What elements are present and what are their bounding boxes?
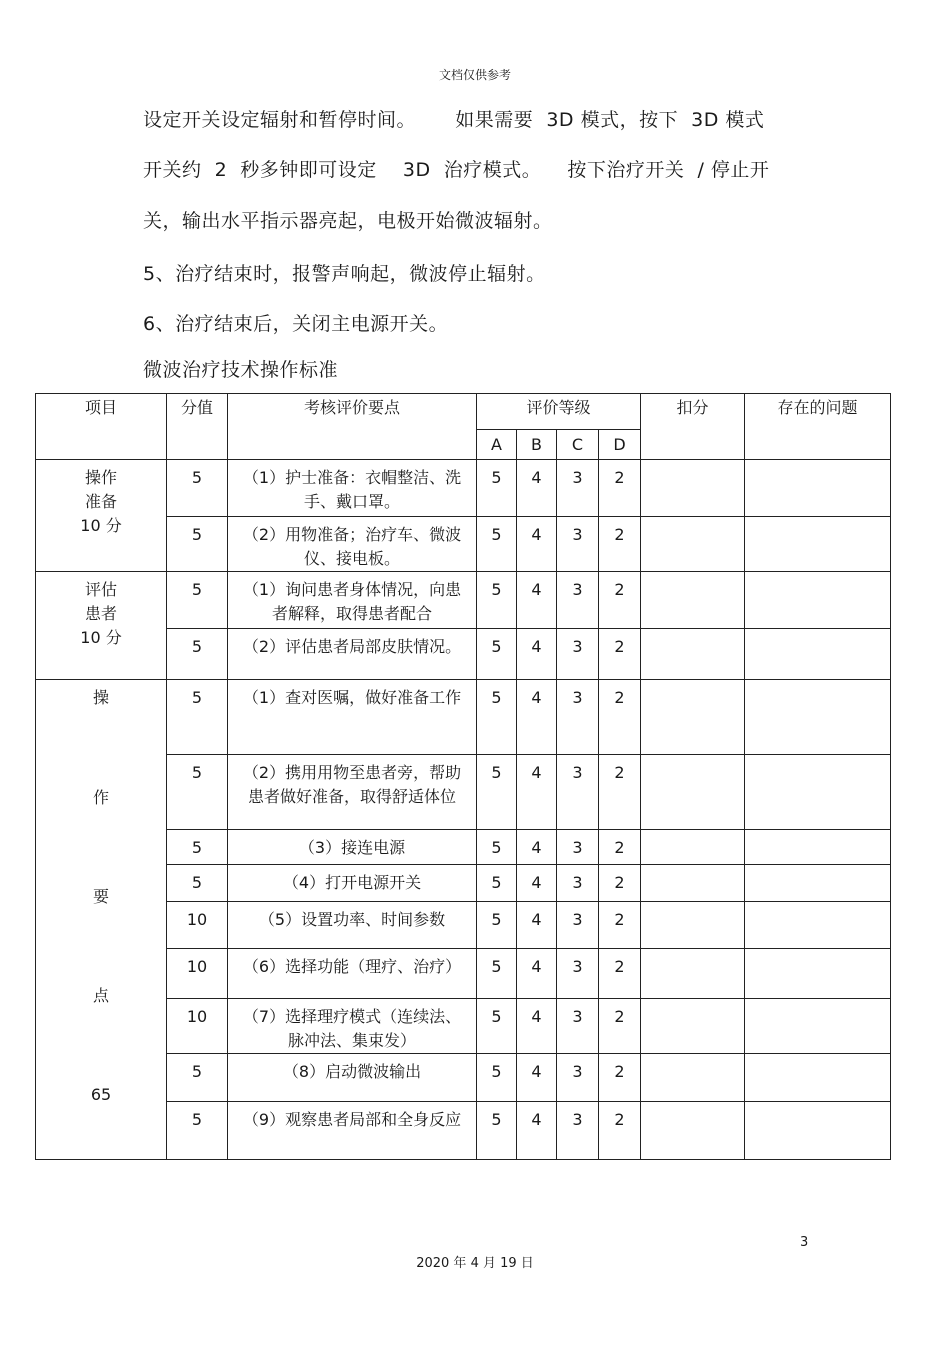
grade-d-cell: 2: [599, 830, 641, 865]
issues-cell: [745, 999, 891, 1054]
grade-a-cell: 5: [477, 949, 517, 999]
paragraph-line: 开关约 2 秒多钟即可设定 3D 治疗模式。 按下治疗开关 / 停止开: [143, 159, 770, 181]
footer-date: 2020 年 4 月 19 日: [416, 1256, 534, 1271]
table-row: [36, 680, 891, 755]
grade-c-cell: 3: [557, 572, 599, 629]
score-cell: 10: [167, 999, 228, 1054]
grade-c-cell: 3: [557, 1102, 599, 1160]
grade-d-cell: 2: [599, 572, 641, 629]
score-cell: 5: [167, 629, 228, 680]
grade-d-cell: 2: [599, 902, 641, 949]
grade-a-cell: 5: [477, 680, 517, 755]
table-row: [36, 572, 891, 629]
grade-b-cell: 4: [517, 999, 557, 1054]
criterion-cell: （4）打开电源开关: [228, 865, 477, 902]
grade-c-cell: 3: [557, 680, 599, 755]
grade-b-cell: 4: [517, 1054, 557, 1102]
issues-cell: [745, 460, 891, 517]
grade-b-cell: 4: [517, 755, 557, 830]
grade-d-cell: 2: [599, 517, 641, 572]
category-operation-char: 要: [92, 887, 109, 906]
grade-c-cell: 3: [557, 629, 599, 680]
grade-c-cell: 3: [557, 902, 599, 949]
score-cell: 5: [167, 1054, 228, 1102]
deduct-cell: [641, 755, 745, 830]
criterion-cell: （1）护士准备：衣帽整洁、洗手、戴口罩。: [228, 460, 477, 517]
criterion-cell: （9）观察患者局部和全身反应: [228, 1102, 477, 1160]
deduct-cell: [641, 830, 745, 865]
grade-b-cell: 4: [517, 460, 557, 517]
score-cell: 5: [167, 517, 228, 572]
grade-c-cell: 3: [557, 830, 599, 865]
deduct-cell: [641, 572, 745, 629]
issues-cell: [745, 517, 891, 572]
category-operation-char: 点: [92, 986, 109, 1005]
criterion-cell: （1）查对医嘱，做好准备工作: [228, 680, 477, 755]
grade-c-cell: 3: [557, 460, 599, 517]
grade-d-cell: 2: [599, 949, 641, 999]
grade-c-cell: 3: [557, 999, 599, 1054]
grade-d-cell: 2: [599, 999, 641, 1054]
grade-b-cell: 4: [517, 572, 557, 629]
grade-c-cell: 3: [557, 755, 599, 830]
grade-c-cell: 3: [557, 1054, 599, 1102]
grade-b-cell: 4: [517, 629, 557, 680]
grade-a-cell: 5: [477, 460, 517, 517]
header-issues: 存在的问题: [745, 394, 891, 460]
grade-a-cell: 5: [477, 865, 517, 902]
level-a: A: [477, 430, 517, 460]
table-row: [36, 460, 891, 517]
criterion-cell: （2）用物准备；治疗车、微波仪、接电板。: [228, 517, 477, 572]
grade-a-cell: 5: [477, 572, 517, 629]
deduct-cell: [641, 460, 745, 517]
issues-cell: [745, 629, 891, 680]
grade-b-cell: 4: [517, 517, 557, 572]
grade-b-cell: 4: [517, 865, 557, 902]
level-d: D: [599, 430, 641, 460]
issues-cell: [745, 830, 891, 865]
issues-cell: [745, 755, 891, 830]
criterion-cell: （1）询问患者身体情况，向患者解释，取得患者配合: [228, 572, 477, 629]
category-preparation: 操作 准备 10 分: [36, 460, 167, 572]
grade-b-cell: 4: [517, 1102, 557, 1160]
deduct-cell: [641, 1054, 745, 1102]
header-note: 文档仅供参考: [438, 68, 511, 82]
issues-cell: [745, 865, 891, 902]
grade-b-cell: 4: [517, 830, 557, 865]
deduct-cell: [641, 517, 745, 572]
grade-c-cell: 3: [557, 517, 599, 572]
criterion-cell: （6）选择功能（理疗、治疗）: [228, 949, 477, 999]
grade-d-cell: 2: [599, 460, 641, 517]
grade-a-cell: 5: [477, 999, 517, 1054]
grade-a-cell: 5: [477, 629, 517, 680]
grade-a-cell: 5: [477, 1054, 517, 1102]
grade-a-cell: 5: [477, 1102, 517, 1160]
header-criteria: 考核评价要点: [228, 394, 477, 460]
deduct-cell: [641, 629, 745, 680]
deduct-cell: [641, 949, 745, 999]
deduct-cell: [641, 680, 745, 755]
header-score: 分值: [167, 394, 228, 460]
grade-d-cell: 2: [599, 680, 641, 755]
issues-cell: [745, 680, 891, 755]
issues-cell: [745, 1102, 891, 1160]
grade-a-cell: 5: [477, 517, 517, 572]
grade-d-cell: 2: [599, 1054, 641, 1102]
grade-b-cell: 4: [517, 902, 557, 949]
score-cell: 5: [167, 755, 228, 830]
grade-d-cell: 2: [599, 1102, 641, 1160]
score-cell: 5: [167, 680, 228, 755]
criterion-cell: （7）选择理疗模式（连续法、脉冲法、集束发）: [228, 999, 477, 1054]
category-operation-score: 65: [90, 1085, 112, 1104]
criterion-cell: （8）启动微波输出: [228, 1054, 477, 1102]
issues-cell: [745, 1054, 891, 1102]
score-cell: 10: [167, 902, 228, 949]
deduct-cell: [641, 865, 745, 902]
step-6-line: 6、治疗结束后，关闭主电源开关。: [143, 313, 449, 335]
score-cell: 5: [167, 460, 228, 517]
grade-b-cell: 4: [517, 949, 557, 999]
criterion-cell: （2）携用用物至患者旁，帮助患者做好准备，取得舒适体位: [228, 755, 477, 830]
table-header-row: [36, 394, 891, 430]
score-cell: 5: [167, 1102, 228, 1160]
criterion-cell: （3）接连电源: [228, 830, 477, 865]
evaluation-table: [35, 393, 891, 1160]
score-cell: 5: [167, 830, 228, 865]
category-operation-char: 作: [92, 788, 109, 807]
grade-a-cell: 5: [477, 902, 517, 949]
deduct-cell: [641, 999, 745, 1054]
category-assessment: 评估 患者 10 分: [36, 572, 167, 680]
category-operation: [36, 680, 167, 1160]
level-c: C: [557, 430, 599, 460]
grade-c-cell: 3: [557, 949, 599, 999]
paragraph-line: 关，输出水平指示器亮起，电极开始微波辐射。: [143, 210, 553, 232]
criterion-cell: （2）评估患者局部皮肤情况。: [228, 629, 477, 680]
issues-cell: [745, 902, 891, 949]
deduct-cell: [641, 902, 745, 949]
category-operation-char: 操: [92, 688, 109, 707]
score-cell: 10: [167, 949, 228, 999]
header-grade: 评价等级: [477, 394, 641, 430]
grade-a-cell: 5: [477, 830, 517, 865]
page-number: 3: [800, 1235, 809, 1250]
deduct-cell: [641, 1102, 745, 1160]
step-5-line: 5、治疗结束时，报警声响起，微波停止辐射。: [143, 263, 546, 285]
header-item: 项目: [36, 394, 167, 460]
level-b: B: [517, 430, 557, 460]
grade-c-cell: 3: [557, 865, 599, 902]
score-cell: 5: [167, 865, 228, 902]
header-deduct: 扣分: [641, 394, 745, 460]
grade-d-cell: 2: [599, 629, 641, 680]
grade-b-cell: 4: [517, 680, 557, 755]
grade-d-cell: 2: [599, 865, 641, 902]
grade-d-cell: 2: [599, 755, 641, 830]
issues-cell: [745, 572, 891, 629]
table-title: 微波治疗技术操作标准: [143, 359, 339, 381]
score-cell: 5: [167, 572, 228, 629]
paragraph-line: 设定开关设定辐射和暂停时间。 如果需要 3D 模式，按下 3D 模式: [143, 109, 765, 131]
criterion-cell: （5）设置功率、时间参数: [228, 902, 477, 949]
grade-a-cell: 5: [477, 755, 517, 830]
issues-cell: [745, 949, 891, 999]
